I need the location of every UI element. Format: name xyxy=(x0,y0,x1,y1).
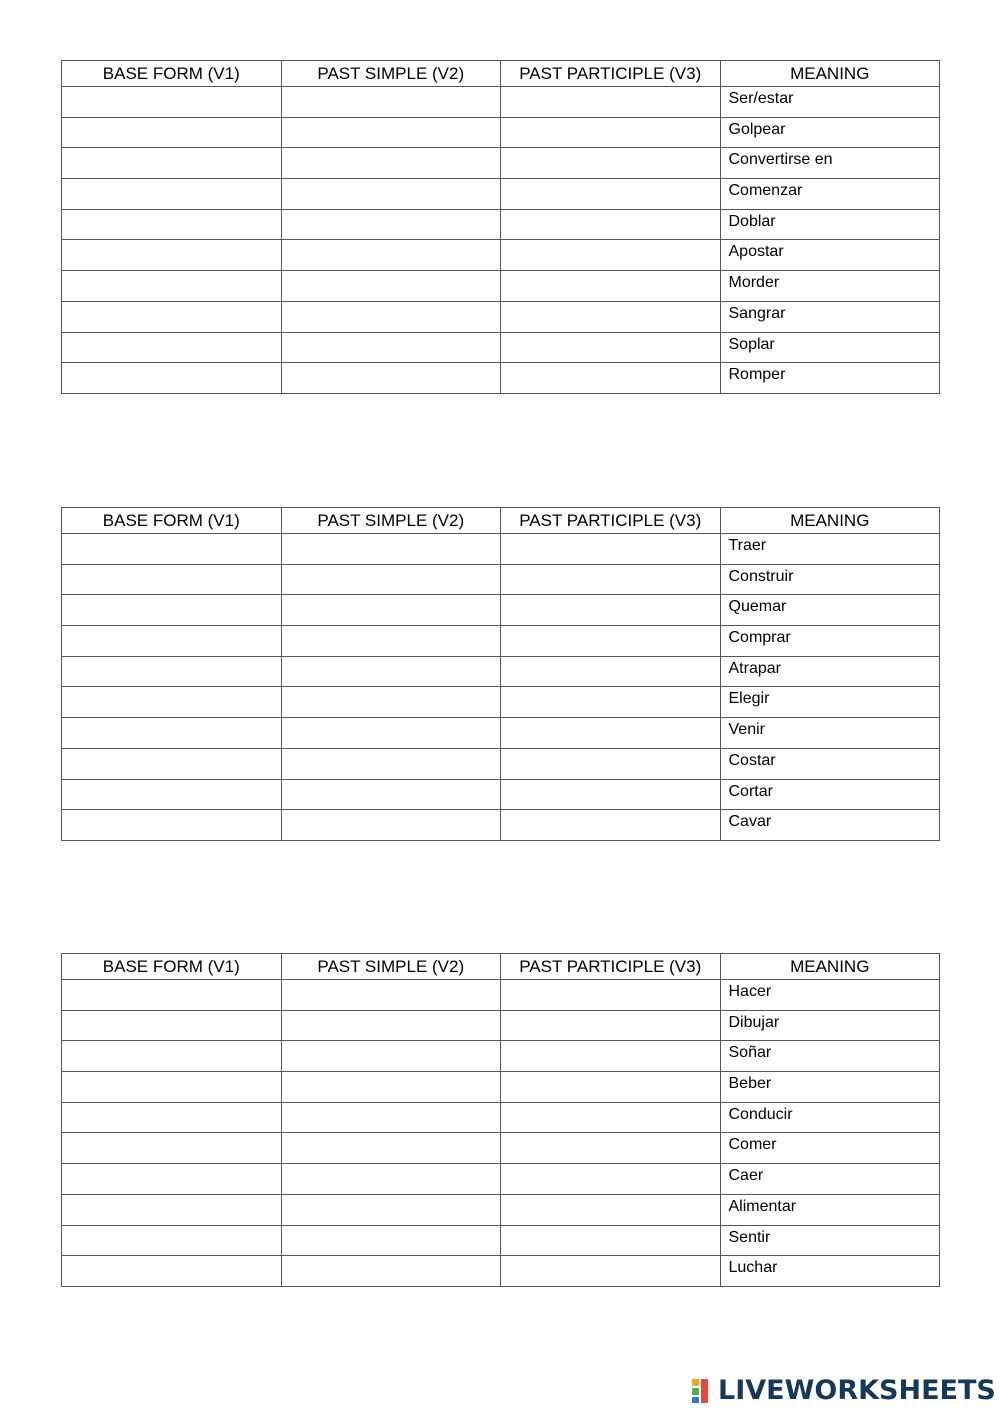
v1-answer-input[interactable] xyxy=(62,657,281,687)
table-row xyxy=(62,980,940,1011)
v1-answer-input[interactable] xyxy=(62,240,281,270)
v2-cell[interactable] xyxy=(281,980,501,1011)
v2-cell[interactable] xyxy=(281,1256,501,1287)
v3-answer-input[interactable] xyxy=(501,718,720,748)
v1-answer-input[interactable] xyxy=(62,179,281,209)
meaning-cell: Cavar xyxy=(720,810,940,841)
v2-cell[interactable] xyxy=(281,534,501,565)
v3-answer-input[interactable] xyxy=(501,1226,720,1256)
v2-answer-input[interactable] xyxy=(282,534,501,564)
v1-cell[interactable] xyxy=(62,87,282,118)
meaning-cell: Soñar xyxy=(720,1041,940,1072)
v1-cell[interactable] xyxy=(62,1102,282,1133)
v1-answer-input[interactable] xyxy=(62,1256,281,1286)
v3-cell[interactable] xyxy=(501,301,721,332)
column-header: MEANING xyxy=(720,508,940,534)
v3-cell[interactable] xyxy=(501,332,721,363)
v3-answer-input[interactable] xyxy=(501,148,720,178)
v2-answer-input[interactable] xyxy=(282,980,501,1010)
v1-cell[interactable] xyxy=(62,626,282,657)
v3-answer-input[interactable] xyxy=(501,749,720,779)
v1-cell[interactable] xyxy=(62,1010,282,1041)
v1-cell[interactable] xyxy=(62,117,282,148)
v2-answer-input[interactable] xyxy=(282,810,501,840)
v3-answer-input[interactable] xyxy=(501,240,720,270)
v3-cell[interactable] xyxy=(501,1102,721,1133)
table-row xyxy=(62,1010,940,1041)
header-row xyxy=(62,61,940,87)
table-row xyxy=(62,810,940,841)
table-row xyxy=(62,1256,940,1287)
v1-answer-input[interactable] xyxy=(62,1072,281,1102)
v2-cell[interactable] xyxy=(281,626,501,657)
v3-answer-input[interactable] xyxy=(501,534,720,564)
v1-answer-input[interactable] xyxy=(62,302,281,332)
v3-cell[interactable] xyxy=(501,980,721,1011)
v1-answer-input[interactable] xyxy=(62,718,281,748)
v2-cell[interactable] xyxy=(281,1164,501,1195)
v3-cell[interactable] xyxy=(501,363,721,394)
v1-cell[interactable] xyxy=(62,1041,282,1072)
table-row xyxy=(62,240,940,271)
v1-cell[interactable] xyxy=(62,301,282,332)
v3-cell[interactable] xyxy=(501,117,721,148)
v2-answer-input[interactable] xyxy=(282,595,501,625)
v1-answer-input[interactable] xyxy=(62,565,281,595)
v1-answer-input[interactable] xyxy=(62,626,281,656)
meaning-cell: Traer xyxy=(720,534,940,565)
v2-cell[interactable] xyxy=(281,1072,501,1103)
meaning-cell: Beber xyxy=(720,1072,940,1103)
v3-answer-input[interactable] xyxy=(501,87,720,117)
v1-answer-input[interactable] xyxy=(62,87,281,117)
v1-cell[interactable] xyxy=(62,1225,282,1256)
v1-cell[interactable] xyxy=(62,271,282,302)
v2-cell[interactable] xyxy=(281,209,501,240)
meaning-cell: Venir xyxy=(720,718,940,749)
v3-cell[interactable] xyxy=(501,534,721,565)
v1-cell[interactable] xyxy=(62,779,282,810)
v2-cell[interactable] xyxy=(281,748,501,779)
meaning-cell: Comprar xyxy=(720,626,940,657)
meaning-cell: Ser/estar xyxy=(720,87,940,118)
table-row xyxy=(62,179,940,210)
meaning-cell: Cortar xyxy=(720,779,940,810)
verb-table-1 xyxy=(61,60,940,394)
v3-answer-input[interactable] xyxy=(501,1041,720,1071)
meaning-cell: Romper xyxy=(720,363,940,394)
v1-cell[interactable] xyxy=(62,332,282,363)
v3-answer-input[interactable] xyxy=(501,626,720,656)
v3-cell[interactable] xyxy=(501,148,721,179)
v3-cell[interactable] xyxy=(501,87,721,118)
v2-cell[interactable] xyxy=(281,810,501,841)
v3-answer-input[interactable] xyxy=(501,810,720,840)
v1-cell[interactable] xyxy=(62,240,282,271)
v1-answer-input[interactable] xyxy=(62,810,281,840)
v3-cell[interactable] xyxy=(501,1133,721,1164)
verb-table-2 xyxy=(61,507,940,841)
meaning-cell: Elegir xyxy=(720,687,940,718)
meaning-cell: Doblar xyxy=(720,209,940,240)
meaning-cell: Morder xyxy=(720,271,940,302)
liveworksheets-logo-icon xyxy=(692,1377,716,1403)
table-row xyxy=(62,1225,940,1256)
v1-cell[interactable] xyxy=(62,748,282,779)
v3-cell[interactable] xyxy=(501,779,721,810)
v3-cell[interactable] xyxy=(501,718,721,749)
verb-table-3 xyxy=(61,953,940,1287)
v3-answer-input[interactable] xyxy=(501,1133,720,1163)
v1-cell[interactable] xyxy=(62,1133,282,1164)
v1-cell[interactable] xyxy=(62,656,282,687)
v1-cell[interactable] xyxy=(62,1072,282,1103)
v3-cell[interactable] xyxy=(501,240,721,271)
table-row xyxy=(62,626,940,657)
v3-cell[interactable] xyxy=(501,656,721,687)
table-row xyxy=(62,564,940,595)
v2-answer-input[interactable] xyxy=(282,1195,501,1225)
v2-answer-input[interactable] xyxy=(282,1103,501,1133)
table-row xyxy=(62,1102,940,1133)
v2-answer-input[interactable] xyxy=(282,333,501,363)
v2-answer-input[interactable] xyxy=(282,718,501,748)
v2-answer-input[interactable] xyxy=(282,1072,501,1102)
meaning-cell: Comer xyxy=(720,1133,940,1164)
column-header: PAST PARTICIPLE (V3) xyxy=(501,954,721,980)
table-row xyxy=(62,301,940,332)
v3-answer-input[interactable] xyxy=(501,687,720,717)
v2-answer-input[interactable] xyxy=(282,87,501,117)
column-header: PAST SIMPLE (V2) xyxy=(281,508,501,534)
v1-cell[interactable] xyxy=(62,687,282,718)
v2-cell[interactable] xyxy=(281,1041,501,1072)
column-header: BASE FORM (V1) xyxy=(62,954,282,980)
meaning-cell: Caer xyxy=(720,1164,940,1195)
column-header: BASE FORM (V1) xyxy=(62,508,282,534)
v2-answer-input[interactable] xyxy=(282,1256,501,1286)
table-row xyxy=(62,534,940,565)
v3-cell[interactable] xyxy=(501,810,721,841)
table-row xyxy=(62,718,940,749)
v1-answer-input[interactable] xyxy=(62,210,281,240)
v1-answer-input[interactable] xyxy=(62,780,281,810)
v2-answer-input[interactable] xyxy=(282,687,501,717)
v3-answer-input[interactable] xyxy=(501,1011,720,1041)
v3-answer-input[interactable] xyxy=(501,271,720,301)
v3-answer-input[interactable] xyxy=(501,1103,720,1133)
v3-answer-input[interactable] xyxy=(501,179,720,209)
table-row xyxy=(62,209,940,240)
header-row xyxy=(62,508,940,534)
v3-cell[interactable] xyxy=(501,271,721,302)
v3-cell[interactable] xyxy=(501,748,721,779)
v3-cell[interactable] xyxy=(501,1225,721,1256)
v2-answer-input[interactable] xyxy=(282,1133,501,1163)
v3-answer-input[interactable] xyxy=(501,1072,720,1102)
v3-cell[interactable] xyxy=(501,626,721,657)
v1-answer-input[interactable] xyxy=(62,595,281,625)
table-row xyxy=(62,1072,940,1103)
meaning-cell: Apostar xyxy=(720,240,940,271)
v1-cell[interactable] xyxy=(62,564,282,595)
table-row xyxy=(62,271,940,302)
v3-answer-input[interactable] xyxy=(501,1164,720,1194)
v2-answer-input[interactable] xyxy=(282,565,501,595)
v2-answer-input[interactable] xyxy=(282,271,501,301)
v2-cell[interactable] xyxy=(281,332,501,363)
column-header: PAST PARTICIPLE (V3) xyxy=(501,508,721,534)
table-row xyxy=(62,656,940,687)
v2-cell[interactable] xyxy=(281,179,501,210)
v3-cell[interactable] xyxy=(501,1194,721,1225)
v3-answer-input[interactable] xyxy=(501,780,720,810)
v2-cell[interactable] xyxy=(281,564,501,595)
liveworksheets-logo[interactable] xyxy=(692,1374,996,1406)
v1-answer-input[interactable] xyxy=(62,1164,281,1194)
v2-answer-input[interactable] xyxy=(282,1041,501,1071)
v3-cell[interactable] xyxy=(501,564,721,595)
v1-answer-input[interactable] xyxy=(62,749,281,779)
v1-cell[interactable] xyxy=(62,534,282,565)
v1-answer-input[interactable] xyxy=(62,1103,281,1133)
v2-answer-input[interactable] xyxy=(282,179,501,209)
v2-cell[interactable] xyxy=(281,1102,501,1133)
v2-cell[interactable] xyxy=(281,87,501,118)
v2-cell[interactable] xyxy=(281,240,501,271)
column-header: PAST SIMPLE (V2) xyxy=(281,61,501,87)
v1-cell[interactable] xyxy=(62,209,282,240)
v3-answer-input[interactable] xyxy=(501,980,720,1010)
v2-cell[interactable] xyxy=(281,117,501,148)
v2-answer-input[interactable] xyxy=(282,1164,501,1194)
column-header: MEANING xyxy=(720,61,940,87)
v3-cell[interactable] xyxy=(501,595,721,626)
table-row xyxy=(62,779,940,810)
v1-cell[interactable] xyxy=(62,718,282,749)
v2-answer-input[interactable] xyxy=(282,118,501,148)
table-row xyxy=(62,595,940,626)
table-row xyxy=(62,1194,940,1225)
v1-answer-input[interactable] xyxy=(62,1133,281,1163)
v2-answer-input[interactable] xyxy=(282,148,501,178)
v1-answer-input[interactable] xyxy=(62,271,281,301)
v2-answer-input[interactable] xyxy=(282,302,501,332)
v1-cell[interactable] xyxy=(62,179,282,210)
meaning-cell: Sangrar xyxy=(720,301,940,332)
v3-cell[interactable] xyxy=(501,179,721,210)
v3-answer-input[interactable] xyxy=(501,595,720,625)
v1-cell[interactable] xyxy=(62,810,282,841)
v2-answer-input[interactable] xyxy=(282,749,501,779)
v2-answer-input[interactable] xyxy=(282,240,501,270)
meaning-cell: Convertirse en xyxy=(720,148,940,179)
table-row xyxy=(62,363,940,394)
v1-answer-input[interactable] xyxy=(62,534,281,564)
meaning-cell: Dibujar xyxy=(720,1010,940,1041)
v3-answer-input[interactable] xyxy=(501,333,720,363)
v3-answer-input[interactable] xyxy=(501,657,720,687)
v3-answer-input[interactable] xyxy=(501,565,720,595)
v3-cell[interactable] xyxy=(501,1041,721,1072)
v1-answer-input[interactable] xyxy=(62,1226,281,1256)
table-row xyxy=(62,687,940,718)
v3-answer-input[interactable] xyxy=(501,302,720,332)
table-row xyxy=(62,1041,940,1072)
v2-answer-input[interactable] xyxy=(282,1226,501,1256)
meaning-cell: Soplar xyxy=(720,332,940,363)
v2-cell[interactable] xyxy=(281,779,501,810)
v2-answer-input[interactable] xyxy=(282,210,501,240)
v1-answer-input[interactable] xyxy=(62,687,281,717)
v2-cell[interactable] xyxy=(281,718,501,749)
v2-answer-input[interactable] xyxy=(282,626,501,656)
v1-answer-input[interactable] xyxy=(62,1195,281,1225)
meaning-cell: Sentir xyxy=(720,1225,940,1256)
table-row xyxy=(62,148,940,179)
table-row xyxy=(62,1164,940,1195)
v2-answer-input[interactable] xyxy=(282,1011,501,1041)
v1-cell[interactable] xyxy=(62,363,282,394)
v3-cell[interactable] xyxy=(501,1164,721,1195)
v3-cell[interactable] xyxy=(501,687,721,718)
v2-answer-input[interactable] xyxy=(282,780,501,810)
v2-cell[interactable] xyxy=(281,301,501,332)
v3-cell[interactable] xyxy=(501,1010,721,1041)
meaning-cell: Alimentar xyxy=(720,1194,940,1225)
v2-cell[interactable] xyxy=(281,595,501,626)
meaning-cell: Golpear xyxy=(720,117,940,148)
table-row xyxy=(62,748,940,779)
v2-cell[interactable] xyxy=(281,1010,501,1041)
column-header: BASE FORM (V1) xyxy=(62,61,282,87)
v2-cell[interactable] xyxy=(281,687,501,718)
v1-cell[interactable] xyxy=(62,595,282,626)
column-header: MEANING xyxy=(720,954,940,980)
v1-answer-input[interactable] xyxy=(62,148,281,178)
v3-answer-input[interactable] xyxy=(501,118,720,148)
v2-cell[interactable] xyxy=(281,271,501,302)
meaning-cell: Conducir xyxy=(720,1102,940,1133)
v1-cell[interactable] xyxy=(62,980,282,1011)
v2-cell[interactable] xyxy=(281,1133,501,1164)
v2-answer-input[interactable] xyxy=(282,363,501,393)
v3-answer-input[interactable] xyxy=(501,1195,720,1225)
v2-cell[interactable] xyxy=(281,363,501,394)
v2-cell[interactable] xyxy=(281,1194,501,1225)
meaning-cell: Costar xyxy=(720,748,940,779)
v1-cell[interactable] xyxy=(62,1194,282,1225)
v3-cell[interactable] xyxy=(501,1072,721,1103)
table-row xyxy=(62,332,940,363)
column-header: PAST PARTICIPLE (V3) xyxy=(501,61,721,87)
v1-cell[interactable] xyxy=(62,148,282,179)
liveworksheets-logo-text: LIVEWORKSHEETS xyxy=(718,1374,996,1406)
meaning-cell: Construir xyxy=(720,564,940,595)
meaning-cell: Atrapar xyxy=(720,656,940,687)
header-row xyxy=(62,954,940,980)
v2-cell[interactable] xyxy=(281,1225,501,1256)
v1-answer-input[interactable] xyxy=(62,1011,281,1041)
v1-answer-input[interactable] xyxy=(62,118,281,148)
meaning-cell: Hacer xyxy=(720,980,940,1011)
v2-answer-input[interactable] xyxy=(282,657,501,687)
meaning-cell: Quemar xyxy=(720,595,940,626)
v3-answer-input[interactable] xyxy=(501,1256,720,1286)
v1-answer-input[interactable] xyxy=(62,363,281,393)
v2-cell[interactable] xyxy=(281,148,501,179)
v1-cell[interactable] xyxy=(62,1164,282,1195)
table-row xyxy=(62,1133,940,1164)
table-row xyxy=(62,87,940,118)
v3-answer-input[interactable] xyxy=(501,363,720,393)
v1-answer-input[interactable] xyxy=(62,1041,281,1071)
v3-cell[interactable] xyxy=(501,209,721,240)
table-row xyxy=(62,117,940,148)
meaning-cell: Comenzar xyxy=(720,179,940,210)
column-header: PAST SIMPLE (V2) xyxy=(281,954,501,980)
v1-cell[interactable] xyxy=(62,1256,282,1287)
v2-cell[interactable] xyxy=(281,656,501,687)
v3-answer-input[interactable] xyxy=(501,210,720,240)
meaning-cell: Luchar xyxy=(720,1256,940,1287)
v1-answer-input[interactable] xyxy=(62,333,281,363)
v1-answer-input[interactable] xyxy=(62,980,281,1010)
v3-cell[interactable] xyxy=(501,1256,721,1287)
